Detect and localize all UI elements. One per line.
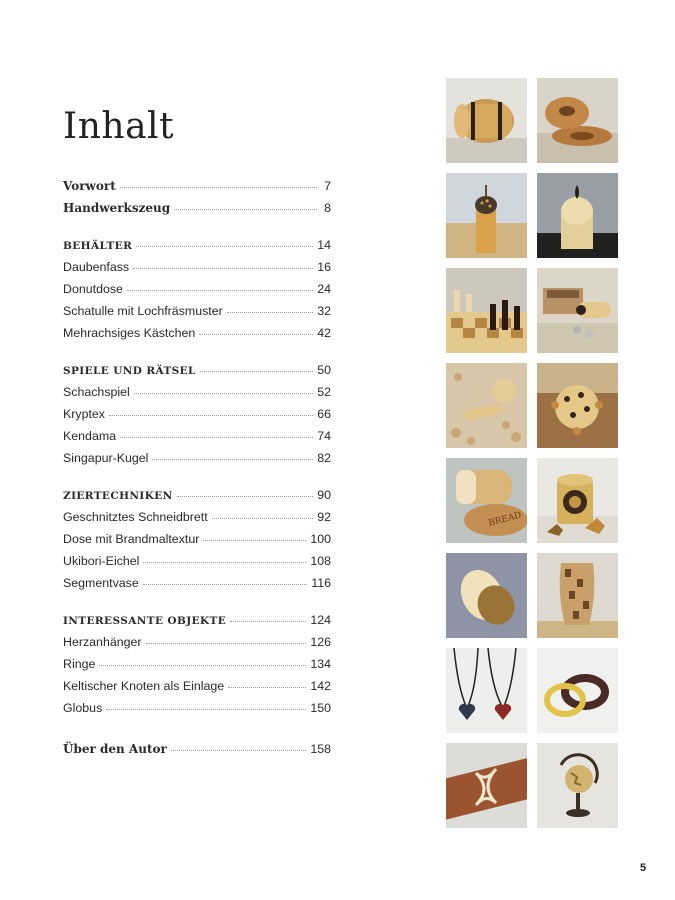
toc-section-spiele[interactable] [63, 361, 331, 379]
toc-page-number: 16 [317, 260, 331, 274]
toc-entry-schatulle[interactable] [63, 302, 331, 320]
dot-leader [230, 612, 306, 622]
toc-page-number: 92 [317, 510, 331, 524]
toc-entry-label: Singapur-Kugel [63, 451, 149, 465]
dot-leader [120, 428, 313, 438]
toc-entry-label: Schachspiel [63, 385, 130, 399]
rings-icon [537, 648, 618, 733]
toc-entry-handwerkszeug[interactable] [63, 199, 331, 217]
toc-page-number: 66 [317, 407, 331, 421]
toc-entry-brandmaltextur[interactable] [63, 530, 331, 548]
toc-page-number: 74 [317, 429, 331, 443]
toc-section-ziertechniken[interactable] [63, 486, 331, 504]
toc-page-number: 32 [317, 304, 331, 318]
dot-leader [203, 531, 306, 541]
toc-entry-label: Kryptex [63, 407, 106, 421]
toc-section-label: BEHÄLTER [63, 240, 133, 252]
dot-leader [106, 700, 306, 710]
toc-entry-vorwort[interactable] [63, 177, 331, 195]
toc-entry-label: Mehrachsiges Kästchen [63, 326, 196, 340]
toc-section-label: INTERESSANTE OBJEKTE [63, 615, 227, 627]
toc-entry-label: Geschnitztes Schneidbrett [63, 510, 208, 524]
dot-leader [146, 634, 307, 644]
page-number: 5 [640, 862, 647, 874]
toc-page-number: 24 [317, 282, 331, 296]
toc-entry-label: Daubenfass [63, 260, 130, 274]
toc-entry-label: Vorwort [63, 179, 116, 193]
toc-entry-kryptex[interactable] [63, 405, 331, 423]
lidded-box-icon [537, 173, 618, 258]
chess-set-icon [446, 268, 527, 353]
toc-entry-label: Handwerkszeug [63, 201, 171, 215]
toc-entry-kaestchen[interactable] [63, 324, 331, 342]
dot-leader [171, 741, 306, 751]
dot-leader [212, 509, 314, 519]
toc-section-label: SPIELE UND RÄTSEL [63, 365, 196, 377]
dot-leader [174, 200, 317, 210]
donut-box-icon [537, 78, 618, 163]
toc-entry-singapur-kugel[interactable] [63, 449, 331, 467]
toc-entry-donutdose[interactable] [63, 280, 331, 298]
toc-entry-label: Herzanhänger [63, 635, 142, 649]
toc-page-number: 100 [310, 532, 331, 546]
toc-entry-ukibori-eichel[interactable] [63, 552, 331, 570]
toc-page-number: 90 [317, 488, 331, 502]
dot-leader [134, 384, 313, 394]
toc-entry-schneidbrett[interactable] [63, 508, 331, 526]
toc-page-number: 150 [310, 701, 331, 715]
dot-leader [152, 450, 313, 460]
dot-leader [109, 406, 313, 416]
dot-leader [227, 303, 313, 313]
burned-box-icon [537, 458, 618, 543]
toc-page-number: 158 [310, 742, 331, 756]
toc-page-number: 42 [317, 326, 331, 340]
toc-entry-segmentvase[interactable] [63, 574, 331, 592]
page-title: Inhalt [63, 106, 175, 147]
segment-vase-icon [537, 553, 618, 638]
dot-leader [143, 553, 306, 563]
dot-leader [177, 487, 314, 497]
toc-entry-label: Globus [63, 701, 103, 715]
toc-page-number: 14 [317, 238, 331, 252]
toc-entry-label: Ukibori-Eichel [63, 554, 140, 568]
toc-entry-label: Über den Autor [63, 742, 167, 756]
dot-leader [143, 575, 307, 585]
bread-board-icon [446, 458, 527, 543]
toc-entry-label: Keltischer Knoten als Einlage [63, 679, 225, 693]
toc-page-number: 7 [324, 179, 331, 193]
dot-leader [127, 281, 313, 291]
toc-entry-ueber-den-autor[interactable] [63, 740, 331, 758]
barrel-icon [446, 78, 527, 163]
toc-entry-daubenfass[interactable] [63, 258, 331, 276]
toc-page-number: 8 [324, 201, 331, 215]
toc-entry-label: Dose mit Brandmaltextur [63, 532, 200, 546]
toc-page-number: 124 [310, 613, 331, 627]
toc-entry-globus[interactable] [63, 699, 331, 717]
toc-entry-kendama[interactable] [63, 427, 331, 445]
toc-page-number: 82 [317, 451, 331, 465]
toc-entry-schachspiel[interactable] [63, 383, 331, 401]
toc-entry-label: Donutdose [63, 282, 123, 296]
toc-entry-label: Kendama [63, 429, 117, 443]
toc-entry-keltischer-knoten[interactable] [63, 677, 331, 695]
lattice-box-icon [446, 173, 527, 258]
toc-page-number: 134 [310, 657, 331, 671]
acorn-icon [446, 553, 527, 638]
toc-entry-label: Segmentvase [63, 576, 139, 590]
dot-leader [228, 678, 306, 688]
celtic-inlay-icon [446, 743, 527, 828]
toc-page-number: 142 [310, 679, 331, 693]
heart-pendants-icon [446, 648, 527, 733]
toc-section-behaelter[interactable] [63, 236, 331, 254]
dot-leader [133, 259, 313, 269]
toc-page-number: 126 [310, 635, 331, 649]
toc-entry-label: Ringe [63, 657, 96, 671]
dot-leader [136, 237, 313, 247]
toc-entry-ringe[interactable] [63, 655, 331, 673]
dot-leader [99, 656, 306, 666]
toc-entry-herzanhaenger[interactable] [63, 633, 331, 651]
kendama-icon [446, 363, 527, 448]
toc-entry-label: Schatulle mit Lochfräsmuster [63, 304, 223, 318]
dot-leader [199, 325, 313, 335]
toc-page-number: 116 [311, 576, 331, 590]
toc-page-number: 50 [317, 363, 331, 377]
toc-page-number: 52 [317, 385, 331, 399]
singapore-ball-icon [537, 363, 618, 448]
toc-section-objekte[interactable] [63, 611, 331, 629]
toc-page-number: 108 [310, 554, 331, 568]
toc-section-label: ZIERTECHNIKEN [63, 490, 173, 502]
globe-icon [537, 743, 618, 828]
dot-leader [120, 178, 317, 188]
svg-text:BREAD: BREAD [487, 510, 523, 529]
dot-leader [200, 362, 313, 372]
cryptex-icon [537, 268, 618, 353]
